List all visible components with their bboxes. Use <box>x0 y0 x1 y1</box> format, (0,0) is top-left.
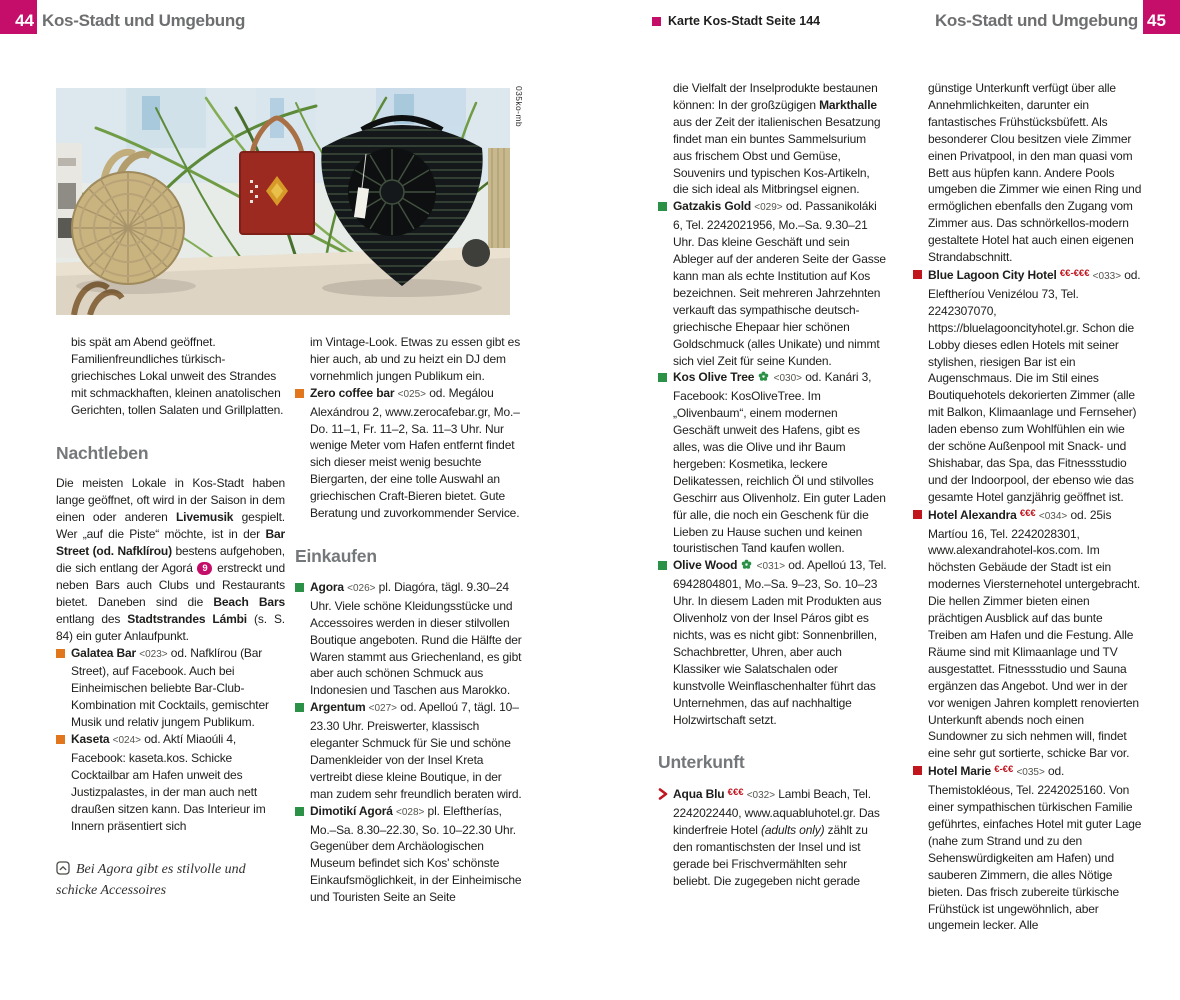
column-left-2 <box>295 334 524 964</box>
listing-entry-dimotiki-agora <box>295 803 524 906</box>
entry-text: Galatea Bar <023> od. Nafklírou (Bar Street), auf Facebook. Auch bei Einheimischen beliebte Bar-Club-Kombination mit Cocktails, gemischter Musik und relativ jungem Publikum. <box>71 645 269 730</box>
column-right-2 <box>913 80 1142 968</box>
listing-entry-galatea-bar <box>56 645 285 732</box>
bar-orange-square-bullet <box>295 389 304 398</box>
entry-text: Olive Wood <031> od. Apelloú 13, Tel. 6942804801, Mo.–Sa. 9–23, So. 10–23 Uhr. In diesem Laden mit Produkten aus Olivenholz von der Insel Páros gibt es nichts, was es nicht gibt: Sonnenbrillen, Schachbretter, Uhren, aber auch Klassiker wie Salatschalen oder kunstvolle Weinflaschenhalter führt das Unternehmen, das auf nachhaltige Holzwirtschaft setzt. <box>673 558 887 727</box>
hotel-red-square-bullet <box>913 270 922 279</box>
shopping-green-square-bullet <box>658 561 667 570</box>
entry-text: Argentum <027> od. Apelloú 7, tägl. 10–23.30 Uhr. Preiswerter, klassisch eleganter Schmuck für Sie und schöne Damenkleider von der Insel Kreta vertreibt diese kleine Boutique, in der man zudem sehr freundlich beraten wird. <box>310 700 522 801</box>
photo-credit: 035ko-mb <box>514 86 524 127</box>
eco-flower-icon <box>741 558 752 575</box>
listing-entry-zero-coffee-bar <box>295 385 524 522</box>
body-paragraph: bis spät am Abend geöffnet. Familienfreundliches türkisch-griechisches Lokal unweit des Strandes mit schmackhaften, kleinen anatolischen Gerichten, tollen Salaten und Grillplatten. <box>71 335 284 417</box>
section-heading-nachtleben: Nachtleben <box>56 442 149 463</box>
body-paragraph: die Vielfalt der Inselprodukte bestaunen können: In der großzügigen Markthalle aus der Zeit der italienischen Besatzung findet man ein buntes Sammelsurium aus frischem Obst und Gemüse, Souvenirs und typischen Kos-Artikeln, die sich ideal als Mitbringsel eignen. <box>673 81 881 197</box>
bar-orange-square-bullet <box>56 735 65 744</box>
listing-entry-blue-lagoon-city-hotel <box>913 266 1142 506</box>
body-paragraph: im Vintage-Look. Etwas zu essen gibt es hier auch, ab und zu heizt ein DJ dem vornehmlich jungen Publikum ein. <box>310 335 521 383</box>
photo-caption <box>56 860 268 900</box>
photo <box>56 88 510 315</box>
listing-entry-kos-olive-tree <box>658 369 887 557</box>
entry-text: Agora <026> pl. Diagóra, tägl. 9.30–24 Uhr. Viele schöne Kleidungsstücke und Accessoires werden in dieser stilvollen Boutique angeboten. Rund die Hälfte der Waren stammt aus Griechenland, es gibt aber auch schönen Schmuck aus Indonesien und Taschen aus Marokko. <box>310 579 522 698</box>
entry-text: Aqua Blu €€€ <032> Lambi Beach, Tel. 2242022440, www.aquabluhotel.gr. Das kinderfreie Hotel (adults only) zählt zu den romantischsten der Insel und ist gerade bei Frischvermählten sehr beliebt. Die zugegeben nicht gerade <box>673 787 880 888</box>
shopping-green-square-bullet <box>658 373 667 382</box>
shopping-green-square-bullet <box>295 807 304 816</box>
hotel-red-square-bullet <box>913 510 922 519</box>
listing-entry-kaseta <box>56 731 285 834</box>
shopping-green-square-bullet <box>658 202 667 211</box>
photo-above-icon <box>56 861 70 881</box>
page-number-right: 45 <box>1143 0 1180 34</box>
section-heading-unterkunft: Unterkunft <box>658 752 745 773</box>
red-chevron-bullet <box>658 788 668 805</box>
entry-text: Hotel Marie €-€€ <035> od. Themistokléous, Tel. 2242025160. Von einer sympathischen türkischen Familie geführtes, einfaches Hotel mit guter Lage (nahe zum Strand und zu den Sehenswürdigkeiten am Hafen) und sauberen Zimmern, die alles Nötige bieten. Das frisch zubereite türkische Frühstück ist ungewöhnlich, aber ungemein lecker. Alle <box>928 764 1142 933</box>
listing-entry-olive-wood <box>658 557 887 728</box>
entry-text: Dimotikí Agorá <028> pl. Eleftherías, Mo.–Sa. 8.30–22.30, So. 10–22.30 Uhr. Gegenüber dem Archäologischen Museum befindet sich Kos' schönste Einkaufsmöglichkeit, in der Einheimische und Touristen Seite an Seite <box>310 803 522 905</box>
running-head-right: Kos-Stadt und Umgebung <box>934 11 1138 30</box>
hotel-red-square-bullet <box>913 766 922 775</box>
page-number-left: 44 <box>0 0 37 34</box>
entry-text: Blue Lagoon City Hotel €€-€€€ <033> od. Eleftheríou Venizélou 73, Tel. 2242307070, https://bluelagooncityhotel.gr. Schon die Lobby dieses edlen Hotels mit seiner stylishen, riesigen Bar ist ein Augenschmaus. Die im Stil eines Boutiquehotels dekorierten Zimmer (alle mit Balkon, Klimaanlage und Fernseher) laden ebenso zum Wohlfühlen ein wie der schöne Außenpool mit Snack- und Shishabar, das Spa, das Fitnessstudio und der Indoorpool, der ebenso wie das gesamte Hotel ganzjährig geöffnet ist. <box>928 267 1141 504</box>
eco-flower-icon <box>758 370 769 387</box>
entry-text: Kos Olive Tree <030> od. Kanári 3, Facebook: KosOliveTree. Im „Olivenbaum“, einem modernen Geschäft unweit des Hafens, gibt es alles, was die Olive und ihr Baum hergeben: Kosmetika, leckere Delikatessen, reichlich Öl und stilvolles Geschirr aus Olivenholz. Ein guter Laden für alle, die noch ein Geschenk für die Lieben zu Hause suchen und keinen touristischen Tand kaufen wollen. <box>673 370 886 556</box>
listing-entry-agora <box>295 579 524 699</box>
shopping-green-square-bullet <box>295 583 304 592</box>
map-ref-square-icon <box>652 17 661 26</box>
column-left-1 <box>56 334 285 964</box>
bar-orange-square-bullet <box>56 649 65 658</box>
body-paragraph: günstige Unterkunft verfügt über alle Annehmlichkeiten, darunter ein fantastisches Frühstücksbüfett. Als besonderer Clou besitzen viele Zimmer einen Privatpool, in den man quasi vom Bett aus hüpfen kann. Andere Pools umgeben die Zimmer wie einen Ring und ermöglichen ebenfalls den Zugang vom Zimmer aus. Das schnörkellos-modern gestaltete Hotel hat auch einen eigenen Strandabschnitt. <box>928 81 1142 265</box>
entry-text: Zero coffee bar <025> od. Megálou Alexándrou 2, www.zerocafebar.gr, Mo.–Do. 11–1, Fr. 11–2, Sa. 11–3 Uhr. Nur wenige Meter vom Hafen entfernt findet sich dieser meist wenig besuchte Biergarten, der eine tolle Auswahl an griechischen Craft-Bieren bietet. Gute Beratung und zuvorkommender Service. <box>310 385 520 521</box>
entry-text: Gatzakis Gold <029> od. Passanikoláki 6, Tel. 2242021956, Mo.–Sa. 9.30–21 Uhr. Das kleine Geschäft und sein Ableger auf der anderen Seite der Gasse kann man als echte Institution auf Kos bezeichnen. Seit mehreren Jahrzehnten verkauft das sympathische deutsch-griechische Ehepaar hier schönen Goldschmuck (alles Unikate) und nimmt sich viel Zeit für seine Kunden. <box>673 199 886 368</box>
map-reference <box>652 14 820 28</box>
photo-caption-text: Bei Agora gibt es stilvolle und schicke Accessoires <box>56 862 246 899</box>
photo-illustration <box>56 88 510 315</box>
listing-entry-argentum <box>295 699 524 802</box>
entry-text: Kaseta <024> od. Aktí Miaoúli 4, Facebook: kaseta.kos. Schicke Cocktailbar am Hafen unweit des Justizpalastes, in der man auch nett draußen sitzen kann. Das Interieur im Innern präsentiert sich <box>71 732 266 833</box>
column-right-1 <box>658 80 887 968</box>
listing-entry-hotel-marie <box>913 762 1142 934</box>
listing-entry-gatzakis-gold <box>658 198 887 369</box>
map-marker-badge: 9 <box>197 562 212 575</box>
running-head-left: Kos-Stadt und Umgebung <box>42 11 246 30</box>
listing-entry-aqua-blu <box>658 785 887 889</box>
map-ref-label: Karte Kos-Stadt Seite 144 <box>668 14 821 28</box>
section-heading-einkaufen: Einkaufen <box>295 545 377 566</box>
body-paragraph: Die meisten Lokale in Kos-Stadt haben lange geöffnet, oft wird in der Saison in dem einen oder anderen Livemusik gespielt. Wer „auf die Piste“ möchte, ist in der Bar Street (od. Nafklírou) bestens aufgehoben, die sich entlang der Agorá 9 erstreckt und neben Bars auch Clubs und Restaurants bietet. Daneben sind die Beach Bars entlang des Stadtstrandes Lámbi (s. S. 84) ein guter Anlaufpunkt. <box>56 476 285 643</box>
shopping-green-square-bullet <box>295 703 304 712</box>
entry-text: Hotel Alexandra €€€ <034> od. 25is Martíou 16, Tel. 2242028301, www.alexandrahotel-kos.com. Im höchsten Gebäude der Stadt ist ein modernes Viersternehotel untergebracht. Die hellen Zimmer bieten einen prächtigen Ausblick auf das bunte Treiben am Hafen und die Festung. Alle Räume sind mit Klimaanlage und TV ausgestattet. Fitnessstudio und Sauna ergänzen das Angebot. Und wer in der vor wenigen Jahren komplett renovierten Unterkunft abends noch einen Sundowner zu sich nehmen will, findet eine sehr gut sortierte, schicke Bar vor. <box>928 507 1141 761</box>
listing-entry-hotel-alexandra <box>913 506 1142 763</box>
